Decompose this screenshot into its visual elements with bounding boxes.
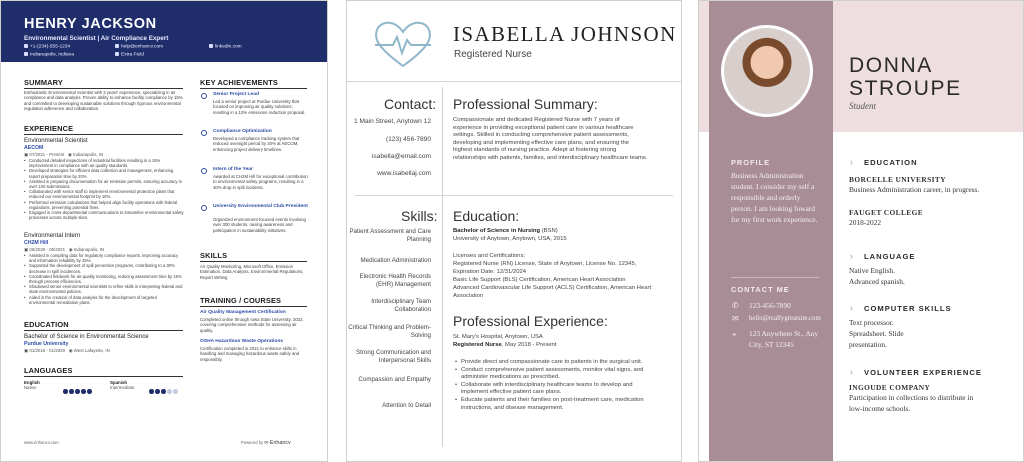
section-heading-education: EDUCATION: [864, 158, 918, 167]
company-name: CH2M Hill: [24, 240, 49, 246]
extra-field: [115, 52, 144, 57]
section-heading-education: EDUCATION: [24, 320, 69, 329]
divider: [200, 261, 307, 262]
divider: [731, 277, 819, 278]
phone-icon: ✆: [732, 301, 739, 310]
phone-text: +1-(234)-555-1234: [30, 44, 71, 50]
language-level: Intermediate: [110, 385, 135, 390]
summary-text: Compassionate and dedicated Registered Nurse with 7 years of experience in providing exceptional patient care in various healthcare settings. Skilled in conducting comprehensive patient assessments, developing and implementing effective care plans, and ensuring the highest standards of nursing practice. Adept at fostering strong relationships with patients, families, and interdisciplinary healthcare teams.: [453, 117, 648, 161]
section-heading-language: LANGUAGE: [864, 252, 916, 261]
section-heading-training: TRAINING / COURSES: [200, 296, 282, 305]
list-item: • Collaborate with interdisciplinary healthcare teams to develop and implement effective patient care plans.: [455, 382, 655, 397]
section-heading-skills: Skills:: [401, 208, 438, 224]
section-heading-volunteer: VOLUNTEER EXPERIENCE: [864, 368, 982, 377]
divider: [24, 134, 183, 135]
list-item: • Assisted in compiling data for regulatory compliance reports, improving accuracy and information reliability by 25%.: [24, 253, 184, 263]
achievement-desc: Awarded at CH2M Hill for exceptional contribution to environmental safety programs, resulting in a 30% drop in spill incidents.: [213, 174, 308, 190]
at-icon: [115, 44, 119, 48]
achievement-desc: Led a senior project at Purdue University that focused on improving air quality solutions, resulting in a 10% emissions reduction proposal.: [213, 99, 306, 115]
contact-email[interactable]: isabella@email.com: [371, 153, 431, 160]
company-name: AECOM: [24, 145, 44, 151]
language-rating: [149, 381, 179, 399]
linkedin-contact[interactable]: [209, 44, 242, 49]
lightbulb-icon: [201, 93, 207, 99]
section-heading-computer-skills: COMPUTER SKILLS: [864, 304, 952, 313]
footer-url[interactable]: www.enhancv.com: [24, 440, 59, 445]
list-item: • Coordinated fieldwork for air-quality monitoring, reducing assessment time by 15% through process efficiencies.: [24, 274, 184, 284]
section-heading-experience: EXPERIENCE: [24, 124, 74, 133]
section-heading-languages: LANGUAGES: [24, 366, 73, 375]
profile-photo: [721, 25, 813, 117]
location-text: Indianapolis, Indiana: [30, 52, 75, 58]
degree-line: Bachelor of Science in Nursing (BSN): [453, 228, 558, 234]
section-heading-profile: PROFILE: [731, 158, 771, 167]
license-item: Advanced Cardiovascular Life Support (ACLS) Certification, American Heart Association: [453, 285, 652, 299]
list-item: • Educate patients and their families on post-treatment care, medication instructions, and disease management.: [455, 397, 655, 412]
avatar: [724, 28, 810, 114]
section-heading-education: Education:: [453, 208, 520, 224]
job-dates: ▣ 07/2021 - Present ◉ Indianapolis, IN: [24, 152, 104, 157]
checklist-icon: [201, 130, 207, 136]
candidate-name: ISABELLA JOHNSON: [453, 22, 677, 46]
phone-icon: [24, 44, 28, 48]
achievement-title: Senior Project Lead: [213, 92, 259, 97]
language-name: Spanish: [110, 380, 128, 385]
list-item: • Shadowed senior environmental scientists to refine skills in interpreting federal and state environmental policies.: [24, 284, 184, 294]
degree-title: Bachelor of Science in Environmental Science: [24, 333, 149, 340]
school-desc: Business Administration career, in progress.: [849, 185, 980, 194]
list-item: • Collaborated with senior staff to implement environmental protection plans that reduced our environmental footprint by 10%.: [24, 189, 184, 199]
star-icon: [115, 52, 119, 56]
divider: [24, 376, 183, 377]
list-item: • Provide direct and compassionate care to patients in the surgical unit.: [455, 359, 655, 367]
job1-bullets: [24, 158, 184, 220]
language-rating: [63, 381, 93, 399]
language-level: Native: [24, 385, 37, 390]
divider: [200, 88, 307, 89]
employer-line: St. Mary's Hospital, Anytown, USA: [453, 334, 543, 340]
list-item: • Developed strategies for efficient data collection and management, enhancing report preparation time by 20%.: [24, 168, 184, 178]
volunteer-org: INGOUDE COMPANY: [849, 383, 931, 392]
training-desc: Completed online through Iowa State University, 2022, covering comprehensive methods for assessing air quality.: [200, 317, 304, 333]
candidate-title: Environmental Scientist | Air Compliance Expert: [24, 35, 169, 42]
license-item: Registered Nurse (RN) License, State of Anytown, License No. 12345, Expiration Date: 12/31/2024: [453, 261, 637, 275]
job-dates: ▣ 06/2020 - 05/2021 ◉ Indianapolis, IN: [24, 247, 105, 252]
heartbeat-icon: [371, 18, 435, 70]
achievement-title: University Environmental Club President: [213, 204, 308, 209]
job2-bullets: [24, 253, 184, 305]
school-dates: 2018-2022: [849, 218, 882, 227]
contact-address: 123 Anywhere St., Any City, ST 12345: [749, 329, 819, 349]
skill-item: Attention to Detail: [382, 402, 431, 409]
section-heading-skills: SKILLS: [200, 251, 228, 260]
divider: [200, 306, 307, 307]
phone-contact: [24, 44, 70, 49]
achievement-title: Compliance Optimization: [213, 129, 272, 134]
email-text: help@enhancv.com: [121, 44, 164, 50]
candidate-role: Registered Nurse: [454, 49, 532, 60]
skill-item: Patient Assessment and Care Planning: [349, 228, 431, 243]
email-contact[interactable]: [115, 44, 163, 49]
skill-item: Critical Thinking and Problem-Solving: [348, 324, 431, 339]
candidate-subtitle: Student: [849, 101, 876, 111]
location-contact: [24, 52, 74, 57]
list-item: • Supported the development of spill prevention programs, contributing to a 30% decrease in spill incidences.: [24, 263, 184, 273]
skill-item: Strong Communication and Interpersonal Skills: [356, 349, 431, 364]
section-heading-achievements: KEY ACHIEVEMENTS: [200, 78, 278, 87]
section-heading-contact: Contact:: [384, 96, 437, 112]
skill-item: Electronic Health Records (EHR) Management: [359, 273, 431, 288]
list-item: • Engaged in cross-departmental communications to streamline environmental safety processes across multiple sites.: [24, 210, 184, 220]
list-item: • Assisted in preparing documentation for air emission permits, ensuring accuracy in over 100 submissions.: [24, 179, 184, 189]
skill-item: Interdisciplinary Team Collaboration: [371, 298, 431, 313]
summary-text: Enthusiastic Environmental Scientist with 3 years' experience, specializing in air compliance and data analysis. Proven ability to enhance facility compliance by 15% and committed to developing sustainable solutions through rigorous environmental regulation adherence and collaboration.: [24, 90, 183, 111]
list-item: • Conducted detailed inspections of industrial facilities resulting in a 15% improvement in compliance with air quality standards.: [24, 158, 184, 168]
training-title: OSHA Hazardous Waste Operations: [200, 339, 284, 344]
section-heading-summary: SUMMARY: [24, 78, 63, 87]
divider: [24, 88, 183, 89]
language-text: Native English. Advanced spanish.: [849, 266, 905, 286]
list-item: • Aided in the creation of data analysis for the development of targeted environmental remediation plans.: [24, 295, 184, 305]
school-name: Purdue University: [24, 341, 69, 347]
school-name: FAUGET COLLEGE: [849, 208, 924, 217]
school-name: BORCELLE UNIVERSITY: [849, 175, 946, 184]
job-title: Environmental Scientist: [24, 137, 88, 144]
resume-header: [1, 1, 327, 62]
resume-isabella-johnson: [346, 0, 682, 462]
training-desc: Certification completed in 2021 to enhance skills in handling and managing hazardous waste safely and responsibly.: [200, 346, 300, 362]
location-pin-icon: ⌖: [732, 330, 737, 339]
resume-donna-stroupe: [698, 0, 1024, 462]
medal-icon: [201, 168, 207, 174]
training-title: Air Quality Management Certification: [200, 310, 286, 315]
computer-skills-text: Text processor. Spreadsheet. Slide presentation.: [849, 318, 904, 349]
mail-icon: ✉: [732, 314, 739, 323]
contact-phone: (123) 456-7890: [385, 136, 431, 143]
contact-website[interactable]: www.isabellaj.com: [377, 170, 431, 177]
achievement-desc: Organized environment-focused events involving over 300 students, raising awareness and participation in sustainability initiatives.: [213, 217, 306, 233]
list-item: • Conduct comprehensive patient assessments, monitor vital signs, and administer medications as prescribed.: [455, 367, 655, 382]
linkedin-text: linkedin.com: [215, 44, 242, 50]
location-pin-icon: [24, 52, 28, 56]
footer-powered: Powered by ∞ Enhancv: [241, 440, 291, 446]
contact-phone: 123-456-7890: [749, 301, 791, 310]
candidate-name: DONNA STROUPE: [849, 54, 962, 100]
list-item: • Performed emission calculations that helped align facility operations with federal regulations, preventing potential fines.: [24, 200, 184, 210]
skill-item: Medication Administration: [360, 257, 431, 264]
group-icon: [201, 205, 207, 211]
school-line: University of Anytown, Anytown, USA, 2015: [453, 236, 567, 242]
experience-bullets: [455, 359, 655, 412]
licenses-heading: Licenses and Certifications:: [453, 253, 526, 259]
achievement-title: Intern of the Year: [213, 167, 253, 172]
license-item: Basic Life Support (BLS) Certification, American Heart Association: [453, 277, 626, 283]
divider: [355, 195, 673, 196]
volunteer-desc: Participation in collections to distribute in low-income schools.: [849, 393, 974, 413]
section-heading-experience: Professional Experience:: [453, 313, 608, 329]
edu-dates: ▣ 01/2016 - 01/2020 ◉ West Lafayette, IN: [24, 348, 110, 353]
extra-text: Extra Field: [121, 52, 144, 58]
skills-text: Air Quality Monitoring, Microsoft Office, Emission Estimation, Data Analysis, Environmental Regulations, Report Writing: [200, 264, 304, 280]
section-heading-contact: CONTACT ME: [731, 285, 790, 294]
contact-address: 1 Main Street, Anytown 12: [354, 118, 431, 125]
resume-henry-jackson: [0, 0, 328, 462]
language-name: English: [24, 380, 40, 385]
divider: [24, 330, 183, 331]
skill-item: Compassion and Empathy: [358, 376, 431, 383]
profile-text: Business Administration student. I consider my self a responsible and orderly person. I am looking foward for my first work experience.: [731, 171, 818, 224]
achievement-desc: Developed a compliance tracking system that reduced oversight period by 20% at AECOM, enhancing project delivery timelines.: [213, 136, 300, 152]
divider: [347, 81, 681, 82]
column-divider: [442, 87, 443, 447]
link-icon: [209, 44, 213, 48]
contact-email[interactable]: hello@reallygreatsite.com: [749, 315, 821, 322]
position-line: Registered Nurse, May 2018 - Present: [453, 342, 557, 348]
job-title: Environmental Intern: [24, 232, 81, 239]
section-heading-summary: Professional Summary:: [453, 96, 598, 112]
candidate-name: HENRY JACKSON: [24, 16, 157, 32]
